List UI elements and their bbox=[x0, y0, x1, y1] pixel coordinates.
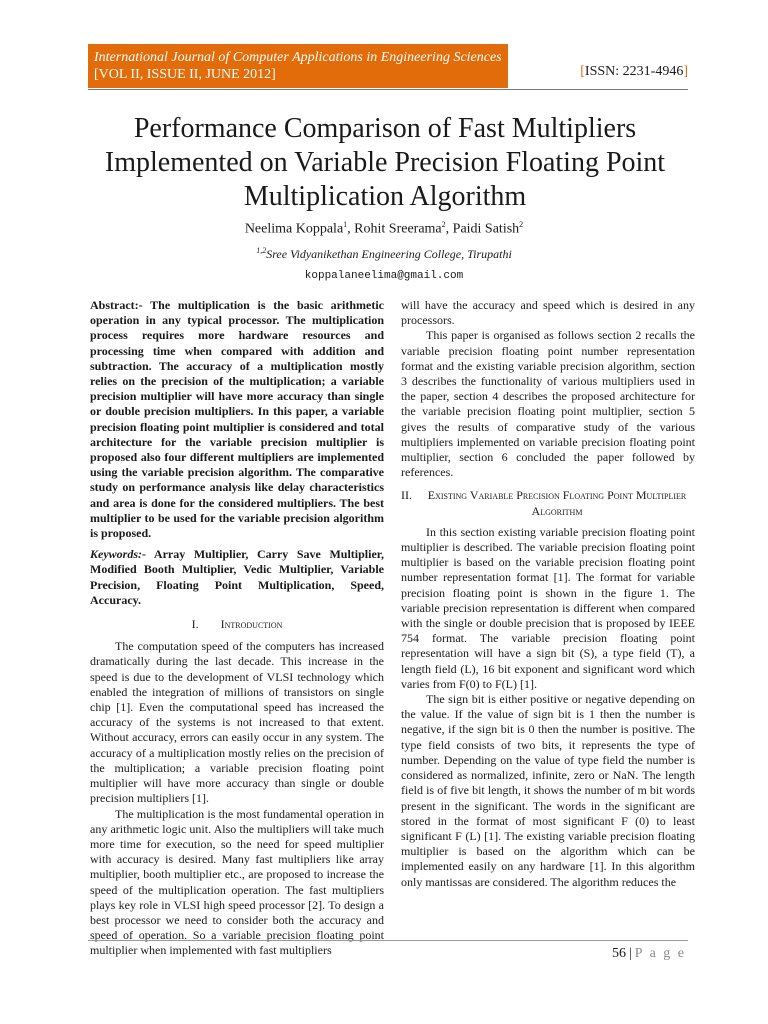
author-separator: , bbox=[347, 221, 355, 237]
section-number: I. bbox=[191, 617, 199, 632]
paragraph: The multiplication is the most fundamental operation in any arithmetic logic unit. Also the multipliers will take much more time for execution, so the need for speed multiplier with accuracy is desired. Many fast multipliers like array multiplier, booth multiplier etc., are proposed to increase the speed of the multiplication operation. The fast multipliers plays key role in VLSI high speed processor [2]. To design a best processor we need to consider both the accuracy and speed of operation. So a variable precision floating point multiplier when implemented with fast multipliers bbox=[90, 806, 384, 958]
issn-bracket-close: ] bbox=[683, 64, 688, 79]
journal-volume: [VOL II, ISSUE II, JUNE 2012] bbox=[94, 67, 276, 82]
right-column bbox=[401, 298, 695, 890]
left-column bbox=[90, 298, 384, 959]
section-title: Introduction bbox=[220, 617, 283, 632]
section-heading-existing-algorithm bbox=[401, 488, 695, 518]
section-title: Existing Variable Precision Floating Point Multiplier Algorithm bbox=[427, 488, 687, 518]
author-name: Rohit Sreerama bbox=[354, 221, 442, 237]
affiliation bbox=[0, 246, 768, 262]
page-number bbox=[612, 946, 686, 962]
issn-bracket-open: [ bbox=[580, 64, 585, 79]
journal-name: International Journal of Computer Applications in Engineering Sciences bbox=[94, 50, 502, 65]
paper-title: Performance Comparison of Fast Multipliers Implemented on Variable Precision Floating Point Multiplication Algorithm bbox=[104, 113, 666, 212]
page-label: P a g e bbox=[634, 946, 686, 961]
keywords-text: Array Multiplier, Carry Save Multiplier, Modified Booth Multiplier, Vedic Multiplier, Variable Precision, Floating Point Multiplication, Speed, Accuracy. bbox=[90, 547, 384, 607]
author-affil-mark: 2 bbox=[519, 220, 524, 229]
paragraph: This paper is organised as follows section 2 recalls the variable precision floating point number representation format and the existing variable precision algorithm, section 3 describes the functionality of various multipliers used in the paper, section 4 describes the proposed architecture for the variable precision floating point multiplier, section 5 gives the results of comparative study of the various multipliers implemented on variable precision floating point multiplier, section 6 concluded the paper followed by references. bbox=[401, 328, 695, 480]
paragraph: The sign bit is either positive or negative depending on the value. If the value of sign bit is 1 then the number is negative, if the sign bit is 0 then the number is positive. The type field consists of two bits, it represents the type of number. Depending on the value of type field the number is considered as normalized, infinite, zero or NaN. The length field is of five bit length, it shows the number of m bit words present in the significant. The words in the significant are stored in the format of most significant F (0) to least significant F (L) [1]. The existing variable precision floating multiplier is based on the algorithm which can be implemented easily on any hardware [1]. In this algorithm only mantissas are considered. The algorithm reduces the bbox=[401, 692, 695, 889]
keywords-label: Keywords:- bbox=[90, 547, 146, 562]
page-number-value: 56 bbox=[611, 946, 626, 961]
author-email[interactable]: koppalaneelima@gmail.com bbox=[304, 270, 464, 282]
paragraph: The computation speed of the computers has increased dramatically during the last decade. This increase in the speed is due to the development of VLSI technology which enabled the integration of millions of transistors on single chip [1]. Even the computational speed has increased the accuracy of the systems is not increased to that extent. Without accuracy, errors can easily occur in any system. The accuracy of a multiplication mostly relies on the precision of the multiplication; a variable precision floating point multiplier will have more accuracy than single or double precision multipliers [1]. bbox=[90, 639, 384, 806]
section-number: II. bbox=[401, 488, 412, 503]
issn bbox=[580, 64, 688, 80]
issn-text: ISSN: 2231-4946 bbox=[584, 64, 684, 79]
author-name: Paidi Satish bbox=[452, 221, 520, 237]
author-list bbox=[0, 220, 768, 238]
page-separator: | bbox=[628, 946, 632, 961]
affiliation-mark: 1,2 bbox=[256, 246, 267, 255]
header-divider bbox=[88, 89, 688, 90]
author-affil-mark: 1 bbox=[343, 220, 348, 229]
author-separator: , bbox=[445, 221, 453, 237]
affiliation-text: Sree Vidyanikethan Engineering College, Tirupathi bbox=[266, 247, 512, 261]
footer-divider bbox=[88, 940, 688, 941]
paragraph: will have the accuracy and speed which is desired in any processors. bbox=[401, 298, 695, 328]
paragraph: In this section existing variable precision floating point multiplier is described. The variable precision floating point multiplier is based on the variable precision floating point number representation format [1]. The format for variable precision floating point is shown in the figure 1. The variable precision representation is different when compared with the single or double precision that is proposed by IEEE 754 format. The variable precision floating point representation will have a sign bit (S), a type field (T), a length field (L), 16 bit exponent and significant word which varies from F(0) to F(L) [1]. bbox=[401, 524, 695, 691]
abstract: Abstract:- The multiplication is the basic arithmetic operation in any typical processor. The multiplication process requires more hardware resources and processing time when compared with addition and subtraction. The accuracy of a multiplication mostly relies on the precision of the multiplication; a variable precision multiplier will have more accuracy than single or double precision multipliers. In this paper, a variable precision floating point multiplier is considered and total architecture for the variable precision multiplier is proposed also four different multipliers are implemented using the variable precision algorithm. The comparative study on performance analysis like delay characteristics and area is done for the considered multipliers. The best multiplier to be used for the variable precision algorithm is proposed. bbox=[90, 298, 384, 541]
journal-banner bbox=[88, 44, 508, 88]
author-name: Neelima Koppala bbox=[244, 221, 344, 237]
author-affil-mark: 2 bbox=[441, 220, 446, 229]
section-heading-introduction bbox=[90, 617, 384, 632]
keywords bbox=[90, 547, 384, 608]
